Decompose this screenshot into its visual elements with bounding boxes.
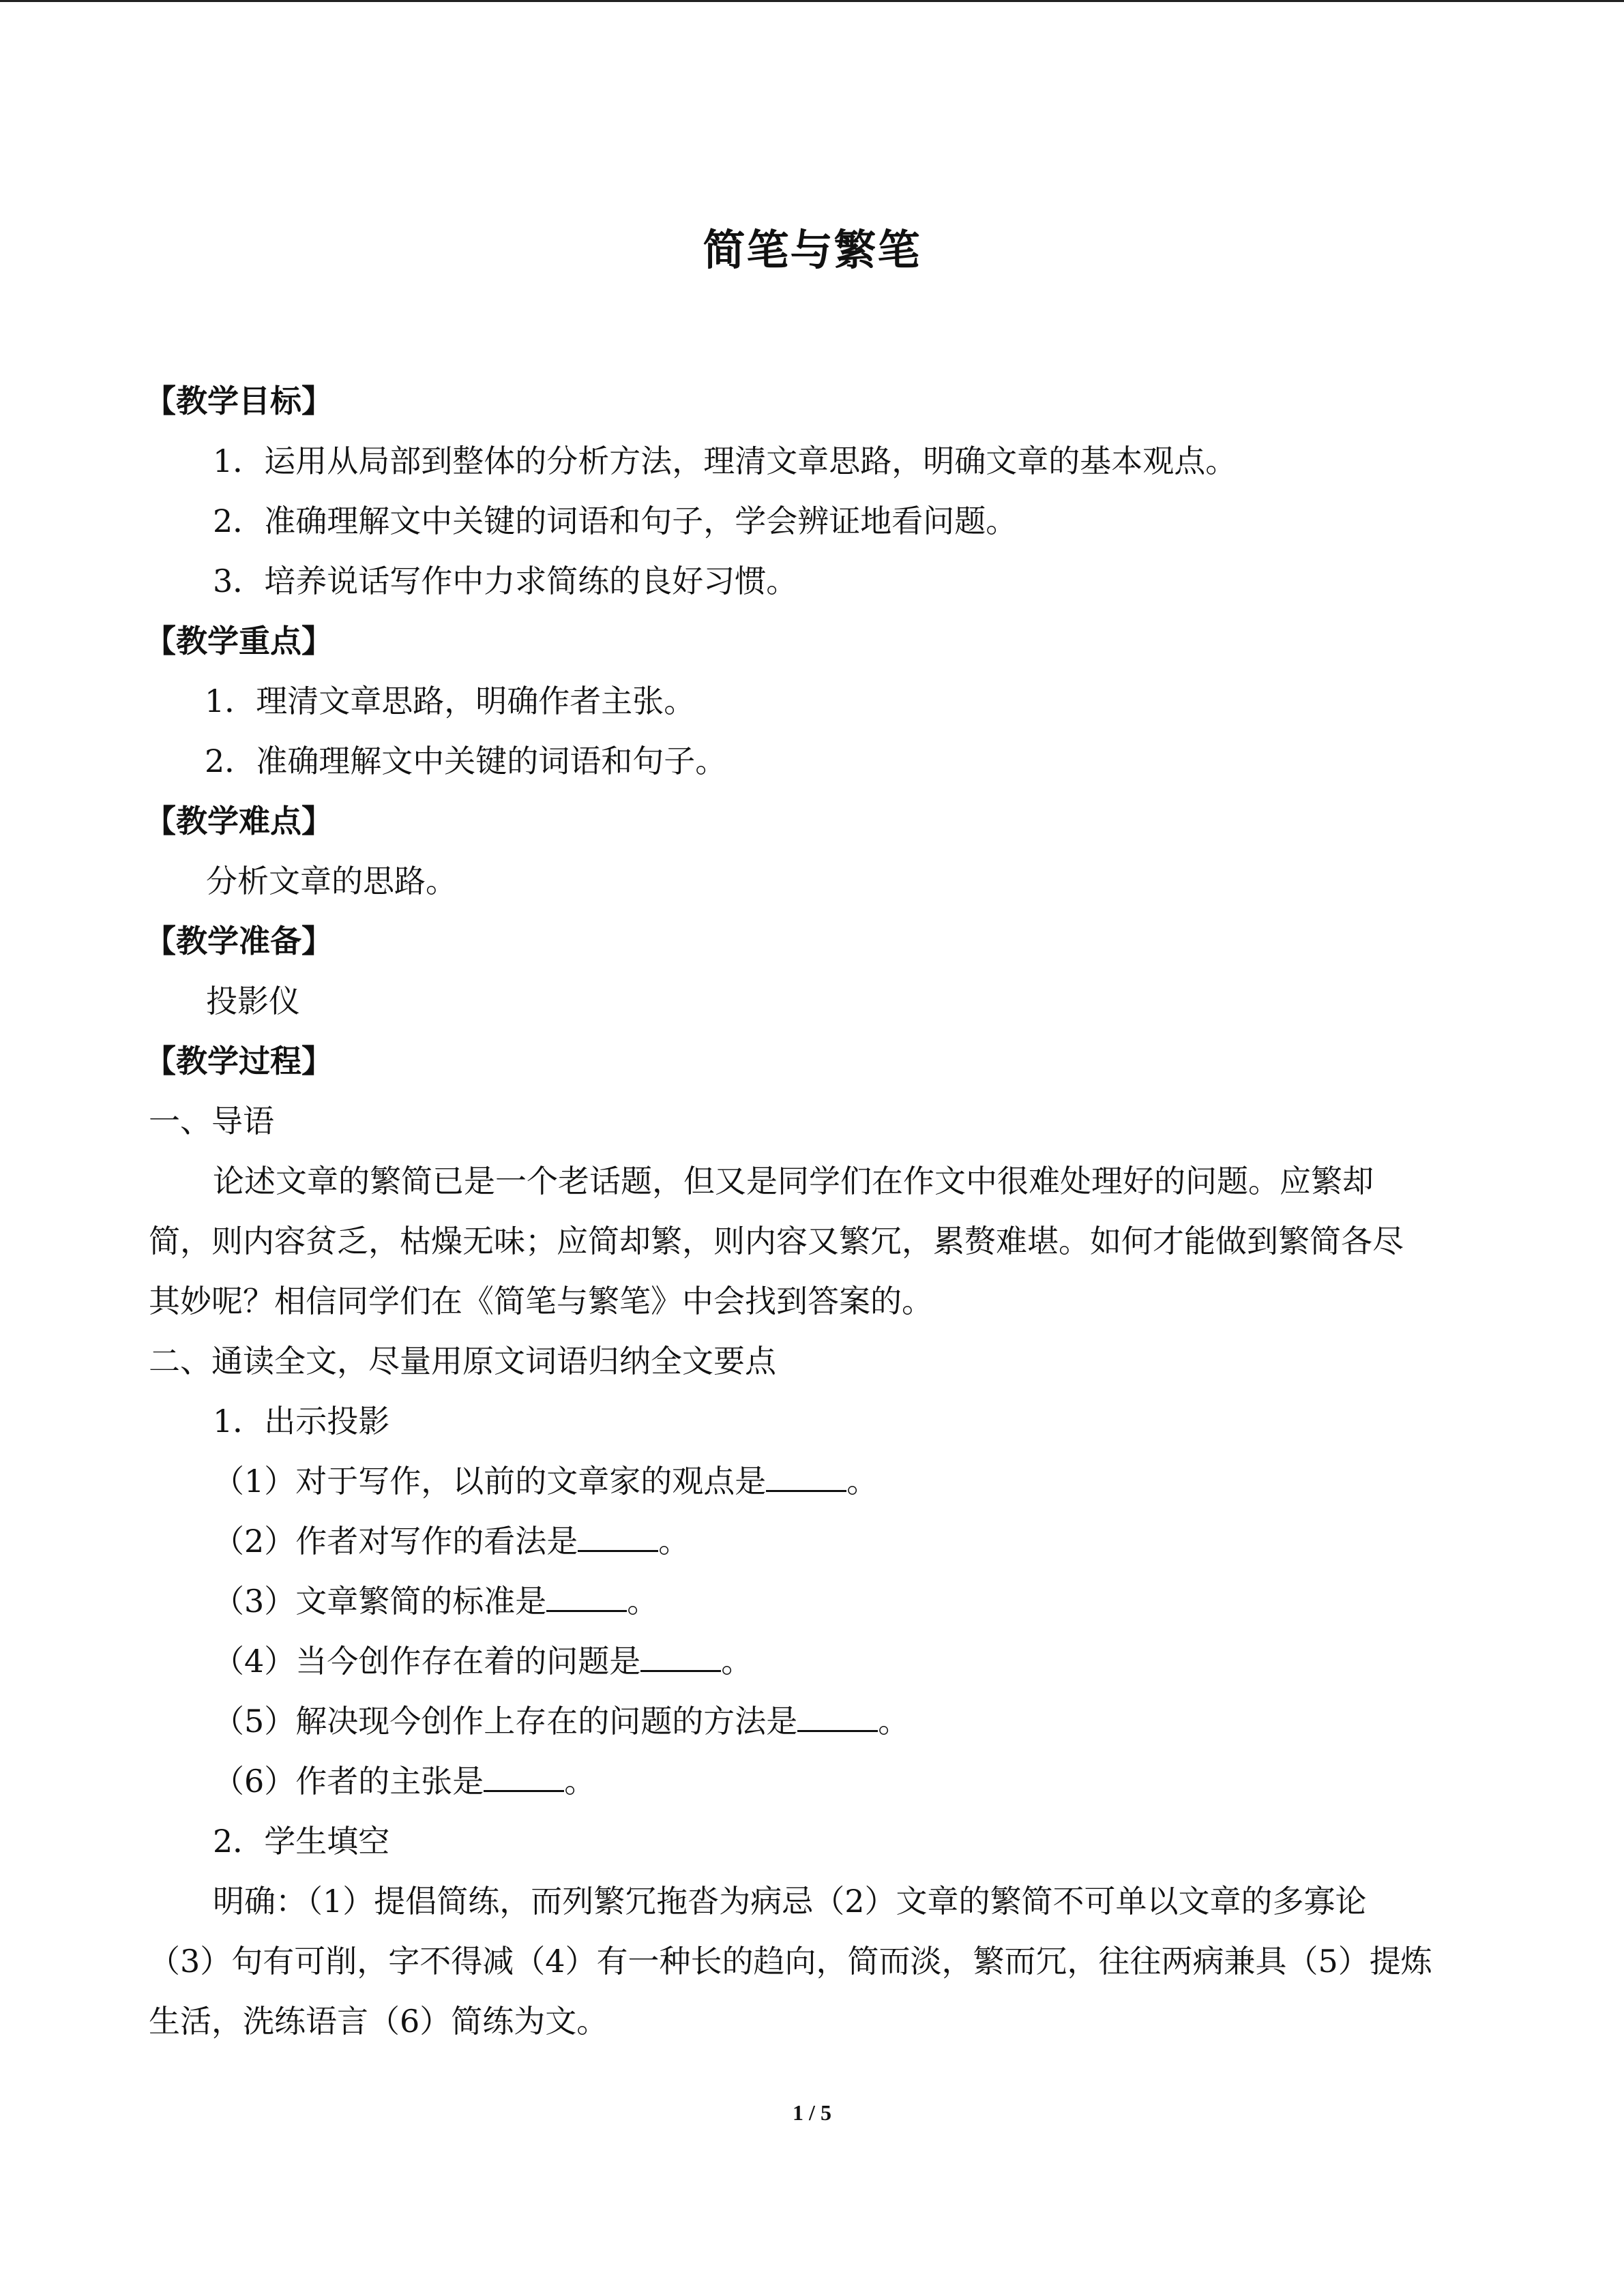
question-5-end: 。 — [878, 1703, 910, 1740]
key-point-item-1: 1．理清文章思路，明确作者主张。 — [205, 683, 696, 719]
answer-blank — [578, 1521, 658, 1552]
intro-line-3: 其妙呢？相信同学们在《简笔与繁笔》中会找到答案的。 — [149, 1283, 933, 1320]
answer-line-1: 明确：（1）提倡简练，而列繁冗拖沓为病忌（2）文章的繁简不可单以文章的多寡论 — [213, 1883, 1367, 1920]
step2-label: 2．学生填空 — [213, 1823, 390, 1860]
step1-label: 1．出示投影 — [213, 1403, 390, 1440]
intro-line-1: 论述文章的繁简已是一个老话题，但又是同学们在作文中很难处理好的问题。应繁却 — [213, 1163, 1374, 1199]
objectives-heading: 【教学目标】 — [145, 383, 333, 419]
top-border-line — [0, 0, 1624, 2]
key-point-item-2: 2．准确理解文中关键的词语和句子。 — [205, 743, 727, 779]
question-2-end: 。 — [658, 1523, 690, 1560]
part2-title: 二、通读全文，尽量用原文词语归纳全文要点 — [149, 1343, 776, 1380]
question-1-end: 。 — [846, 1463, 879, 1500]
question-6-text: （6）作者的主张是 — [213, 1763, 484, 1800]
page-indicator: 1 / 5 — [793, 2100, 831, 2125]
question-4 — [213, 1631, 752, 1691]
question-3-end: 。 — [627, 1583, 659, 1620]
key-points-heading: 【教学重点】 — [145, 623, 333, 659]
objective-item-1: 1．运用从局部到整体的分析方法，理清文章思路，明确文章的基本观点。 — [213, 443, 1237, 479]
question-6-end: 。 — [564, 1763, 596, 1800]
question-5-text: （5）解决现今创作上存在的问题的方法是 — [213, 1703, 798, 1740]
objective-item-2: 2．准确理解文中关键的词语和句子，学会辨证地看问题。 — [213, 503, 1018, 539]
part1-title: 一、导语 — [149, 1103, 274, 1139]
answer-blank — [766, 1461, 846, 1492]
objective-item-3: 3．培养说话写作中力求简练的良好习惯。 — [213, 563, 798, 599]
question-3-text: （3）文章繁简的标准是 — [213, 1583, 547, 1620]
answer-blank — [797, 1701, 878, 1732]
answer-line-3: 生活，洗练语言（6）简练为文。 — [149, 2003, 608, 2040]
question-4-end: 。 — [721, 1643, 753, 1680]
question-1 — [213, 1451, 878, 1511]
preparation-heading: 【教学准备】 — [145, 923, 333, 959]
question-5 — [213, 1691, 909, 1751]
question-2 — [213, 1511, 690, 1571]
answer-blank — [640, 1641, 721, 1672]
question-4-text: （4）当今创作存在着的问题是 — [213, 1643, 641, 1680]
process-heading: 【教学过程】 — [145, 1043, 333, 1079]
answer-blank — [546, 1581, 627, 1612]
question-2-text: （2）作者对写作的看法是 — [213, 1523, 578, 1560]
preparation-item-1: 投影仪 — [206, 983, 300, 1019]
answer-blank — [484, 1761, 564, 1792]
difficulty-item-1: 分析文章的思路。 — [206, 863, 457, 899]
question-6 — [213, 1751, 595, 1811]
question-1-text: （1）对于写作，以前的文章家的观点是 — [213, 1463, 767, 1500]
answer-line-2: （3）句有可削，字不得减（4）有一种长的趋向，简而淡，繁而冗，往往两病兼具（5）提炼 — [149, 1943, 1432, 1980]
document-title: 简笔与繁笔 — [703, 225, 921, 275]
question-3 — [213, 1571, 658, 1631]
difficulties-heading: 【教学难点】 — [145, 803, 333, 839]
intro-line-2: 简，则内容贫乏，枯燥无味；应简却繁，则内容又繁冗，累赘难堪。如何才能做到繁简各尽 — [149, 1223, 1404, 1259]
